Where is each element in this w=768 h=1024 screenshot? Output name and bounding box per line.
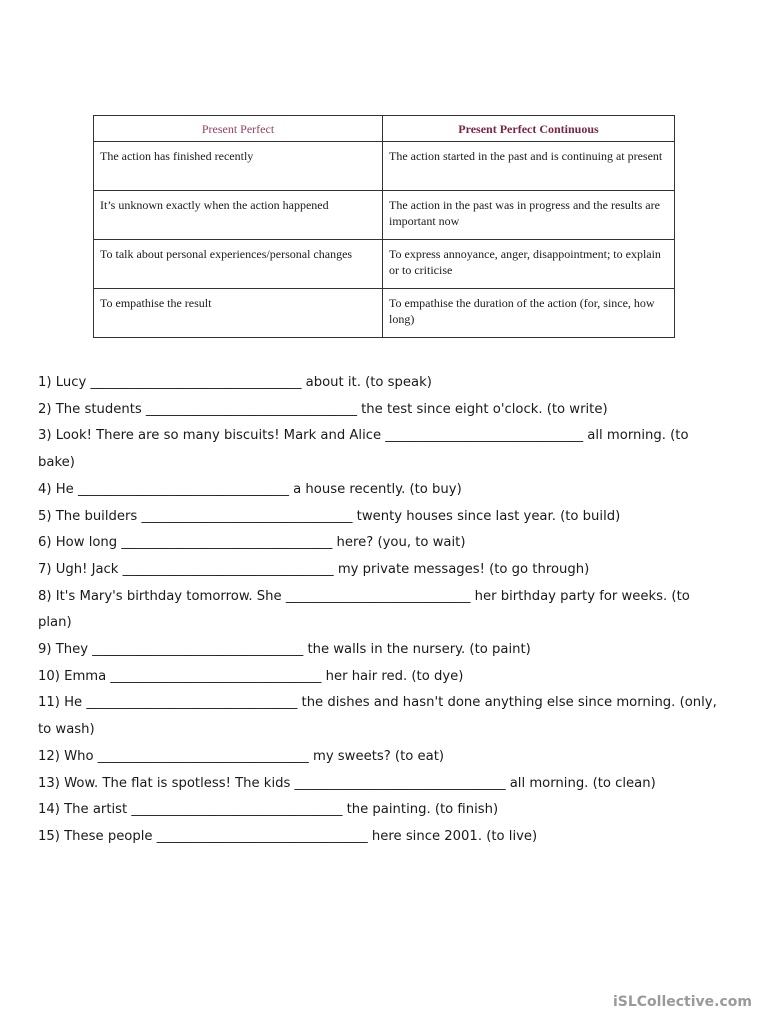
table-cell: To express annoyance, anger, disappointment; to explain or to criticise [383,240,675,289]
table-cell: To talk about personal experiences/personal changes [94,240,383,289]
exercise-item-5: 5) The builders ________________________________ twenty houses since last year. (to build) [38,508,621,524]
table-row [94,191,675,240]
exercise-item-10: 10) Emma ________________________________ her hair red. (to dye) [38,668,464,684]
table-cell: It’s unknown exactly when the action happened [94,191,383,240]
exercise-list [38,370,718,851]
table-cell: To empathise the duration of the action (for, since, how long) [383,289,675,338]
exercise-item-3: 3) Look! There are so many biscuits! Mark and Alice ______________________________ all morning. (to bake) [38,428,689,471]
table-row [94,289,675,338]
table-cell: The action started in the past and is continuing at present [383,142,675,191]
table-row [94,240,675,289]
header-present-perfect-continuous: Present Perfect Continuous [383,116,675,142]
table-cell: The action has finished recently [94,142,383,191]
site-watermark: iSLCollective.com [612,994,752,1010]
exercise-item-2: 2) The students ________________________________ the test since eight o'clock. (to write) [38,401,608,417]
exercise-item-7: 7) Ugh! Jack ________________________________ my private messages! (to go through) [38,561,590,577]
tenses-comparison-table [93,115,675,338]
table-row [94,142,675,191]
exercise-item-12: 12) Who ________________________________ my sweets? (to eat) [38,748,445,764]
exercise-item-6: 6) How long ________________________________ here? (you, to wait) [38,535,466,551]
exercise-item-11: 11) He ________________________________ the dishes and hasn't done anything else since morning. (only, to wash) [38,695,717,738]
exercise-item-13: 13) Wow. The flat is spotless! The kids ________________________________ all morning. (to clean) [38,775,656,791]
exercise-item-9: 9) They ________________________________ the walls in the nursery. (to paint) [38,642,531,658]
exercise-item-1: 1) Lucy ________________________________ about it. (to speak) [38,375,432,390]
exercise-item-14: 14) The artist ________________________________ the painting. (to finish) [38,802,499,818]
exercise-item-4: 4) He ________________________________ a house recently. (to buy) [38,481,462,497]
exercise-item-15: 15) These people ________________________________ here since 2001. (to live) [38,828,538,844]
table-cell: The action in the past was in progress and the results are important now [383,191,675,240]
exercise-item-8: 8) It's Mary's birthday tomorrow. She ____________________________ her birthday party for weeks. (to plan) [38,588,690,631]
table-header-row [94,116,675,142]
header-present-perfect: Present Perfect [94,116,383,142]
table-cell: To empathise the result [94,289,383,338]
